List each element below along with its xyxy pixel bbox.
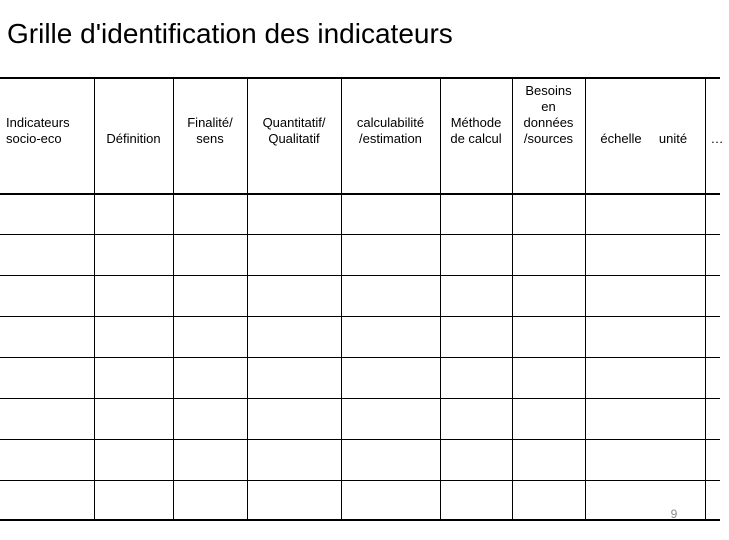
row-divider — [0, 439, 720, 440]
header-echelle: échelle — [600, 131, 642, 146]
row-divider — [0, 357, 720, 358]
header-quantitatif: Quantitatif/ Qualitatif — [262, 115, 326, 146]
page-number: 9 — [670, 507, 678, 521]
header-definition: Définition — [106, 131, 161, 146]
header-unite: unité — [658, 131, 688, 146]
header-methode: Méthode de calcul — [450, 115, 502, 146]
indicator-grid-table — [0, 77, 724, 521]
row-divider — [0, 316, 720, 317]
row-divider — [0, 234, 720, 235]
header-more: … — [710, 131, 724, 146]
header-calculabilite: calculabilité /estimation — [356, 115, 425, 146]
header-row-divider — [0, 193, 720, 195]
header-finalite: Finalité/ sens — [187, 115, 233, 146]
header-besoins: Besoins en données /sources — [523, 83, 574, 146]
header-indicateurs: Indicateurs socio-eco — [6, 115, 70, 146]
row-divider — [0, 275, 720, 276]
row-divider — [0, 480, 720, 481]
slide-title: Grille d'identification des indicateurs — [7, 18, 453, 49]
row-divider — [0, 398, 720, 399]
